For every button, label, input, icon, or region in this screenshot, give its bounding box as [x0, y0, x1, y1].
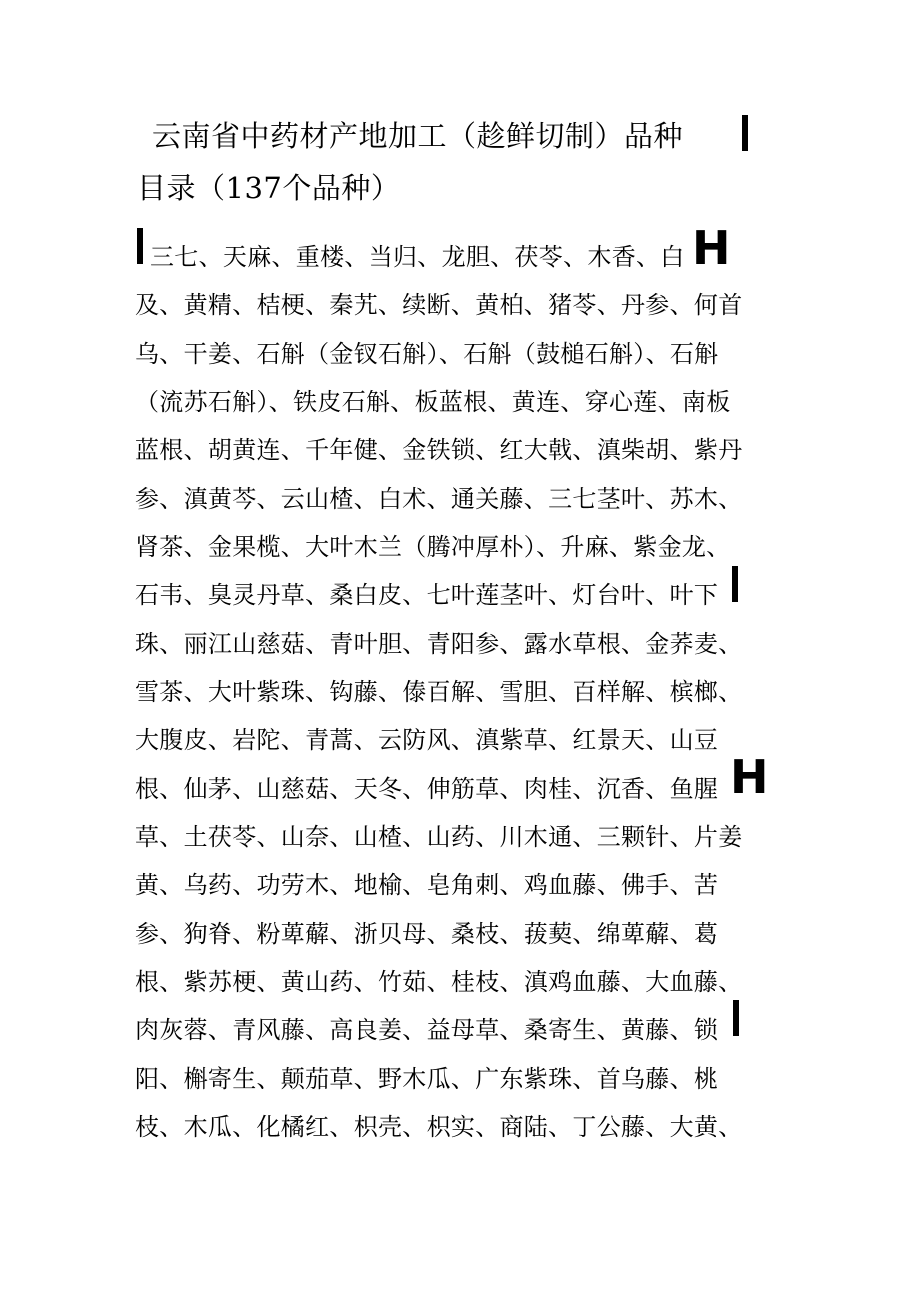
- body-line: 雪茶、大叶紫珠、钩藤、傣百解、雪胆、百样解、槟榔、: [135, 678, 743, 706]
- document-title-line-1: 云南省中药材产地加工（趁鲜切制）品种: [152, 119, 684, 153]
- margin-bar-mark: [742, 115, 748, 151]
- body-line: 乌、干姜、石斛（金钗石斛）、石斛（鼓槌石斛）、石斛: [135, 340, 719, 368]
- body-line: 肾茶、金果榄、大叶木兰（腾冲厚朴）、升麻、紫金龙、: [135, 533, 731, 561]
- body-line: 阳、槲寄生、颠茄草、野木瓜、广东紫珠、首乌藤、桃: [135, 1065, 719, 1093]
- body-line: 枝、木瓜、化橘红、枳壳、枳实、商陆、丁公藤、大黄、: [135, 1113, 743, 1141]
- margin-bar-mark: [732, 566, 738, 602]
- body-line: 肉灰蓉、青风藤、高良姜、益母草、桑寄生、黄藤、锁: [135, 1016, 719, 1044]
- body-line: 黄、乌药、功劳木、地榆、皂角刺、鸡血藤、佛手、苦: [135, 871, 719, 899]
- body-line: 参、滇黄芩、云山楂、白术、通关藤、三七茎叶、苏木、: [135, 485, 743, 513]
- margin-bar-mark: [137, 228, 143, 264]
- body-line: 石韦、臭灵丹草、桑白皮、七叶莲茎叶、灯台叶、叶下: [135, 581, 719, 609]
- margin-h-mark: H: [730, 750, 769, 804]
- margin-bar-mark: [733, 1000, 739, 1036]
- body-line: 珠、丽江山慈菇、青叶胆、青阳参、露水草根、金荞麦、: [135, 630, 743, 658]
- body-line: （流苏石斛）、铁皮石斛、板蓝根、黄连、穿心莲、南板: [135, 388, 731, 416]
- body-line: 根、紫苏梗、黄山药、竹茹、桂枝、滇鸡血藤、大血藤、: [135, 968, 743, 996]
- body-line: 及、黄精、桔梗、秦艽、续断、黄柏、猪苓、丹参、何首: [135, 291, 743, 319]
- margin-h-mark: H: [692, 221, 731, 275]
- body-line: 蓝根、胡黄连、千年健、金铁锁、红大戟、滇柴胡、紫丹: [135, 436, 743, 464]
- body-line: 草、土茯苓、山奈、山楂、山药、川木通、三颗针、片姜: [135, 823, 743, 851]
- document-title-line-2: 目录（137个品种）: [137, 171, 401, 205]
- body-line: 根、仙茅、山慈菇、天冬、伸筋草、肉桂、沉香、鱼腥: [135, 775, 719, 803]
- body-line: 三七、天麻、重楼、当归、龙胆、茯苓、木香、白: [150, 243, 685, 271]
- body-line: 大腹皮、岩陀、青蒿、云防风、滇紫草、红景天、山豆: [135, 726, 719, 754]
- body-line: 参、狗脊、粉萆薢、浙贝母、桑枝、菝葜、绵萆薢、葛: [135, 920, 719, 948]
